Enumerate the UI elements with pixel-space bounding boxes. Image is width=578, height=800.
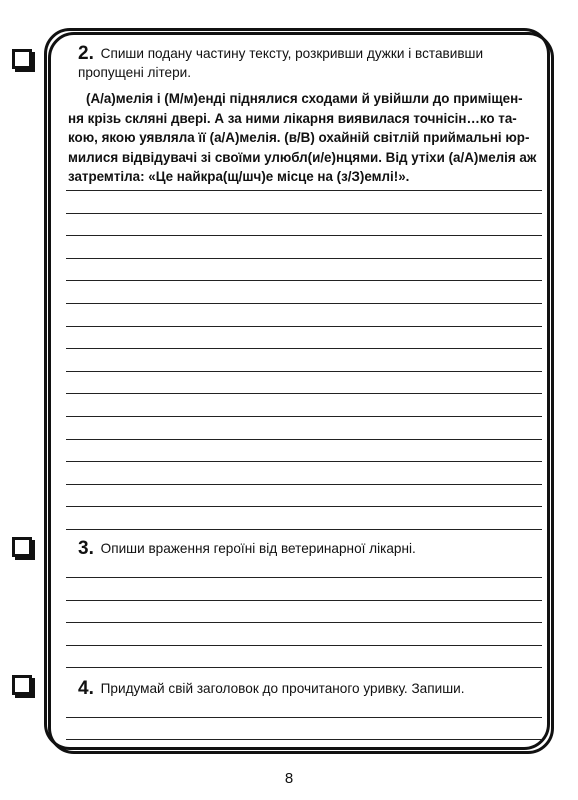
exercise-line: затремтіла: «Це найкра(щ/шч)е місце на (з/З)емлі!».: [68, 169, 410, 185]
writing-line[interactable]: [66, 393, 542, 394]
task-2-number: 2.: [78, 43, 94, 64]
task-4-instruction-text: Придумай свій заголовок до прочитаного уривку. Запиши.: [100, 681, 465, 696]
writing-line[interactable]: [66, 645, 542, 646]
task-2-instruction: [78, 44, 538, 82]
task-3-number: 3.: [78, 538, 94, 559]
writing-line[interactable]: [66, 258, 542, 259]
task-4: [78, 679, 538, 698]
writing-line[interactable]: [66, 506, 542, 507]
task-3-checkbox[interactable]: [12, 537, 32, 557]
task-3: [78, 539, 538, 558]
exercise-line: милися відвідувачі зі своїми улюбл(и/е)нцями. Від утіхи (а/А)мелія аж: [68, 149, 537, 165]
writing-line[interactable]: [66, 461, 542, 462]
writing-line[interactable]: [66, 371, 542, 372]
writing-line[interactable]: [66, 600, 542, 601]
writing-line[interactable]: [66, 303, 542, 304]
writing-line[interactable]: [66, 235, 542, 236]
writing-line[interactable]: [66, 622, 542, 623]
writing-line[interactable]: [66, 326, 542, 327]
writing-line[interactable]: [66, 439, 542, 440]
exercise-line: кою, якою уявляла її (а/А)мелія. (в/В) охайній світлій приймальні юр-: [68, 130, 530, 146]
task-3-instruction-text: Опиши враження героїні від ветеринарної лікарні.: [100, 541, 416, 556]
task-2-instruction-text: Спиши подану частину тексту, розкривши дужки і вставивши пропущені літери.: [78, 46, 484, 80]
writing-line[interactable]: [66, 739, 542, 740]
writing-line[interactable]: [66, 416, 542, 417]
task-2: [68, 43, 538, 187]
writing-line[interactable]: [66, 577, 542, 578]
writing-line[interactable]: [66, 213, 542, 214]
task-2-exercise-text: [68, 89, 538, 187]
task-4-checkbox[interactable]: [12, 675, 32, 695]
writing-line[interactable]: [66, 280, 542, 281]
page-number: 8: [284, 770, 294, 787]
task-4-number: 4.: [78, 678, 94, 699]
writing-line[interactable]: [66, 484, 542, 485]
writing-line[interactable]: [66, 190, 542, 191]
task-2-checkbox[interactable]: [12, 49, 32, 69]
writing-line[interactable]: [66, 667, 542, 668]
writing-line[interactable]: [66, 529, 542, 530]
exercise-line: ня крізь скляні двері. А за ними лікарня виявилася точнісін…ко та-: [68, 110, 517, 126]
writing-line[interactable]: [66, 717, 542, 718]
exercise-line: (А/а)мелія і (М/м)енді піднялися сходами й увійшли до приміщен-: [86, 91, 523, 106]
writing-line[interactable]: [66, 348, 542, 349]
